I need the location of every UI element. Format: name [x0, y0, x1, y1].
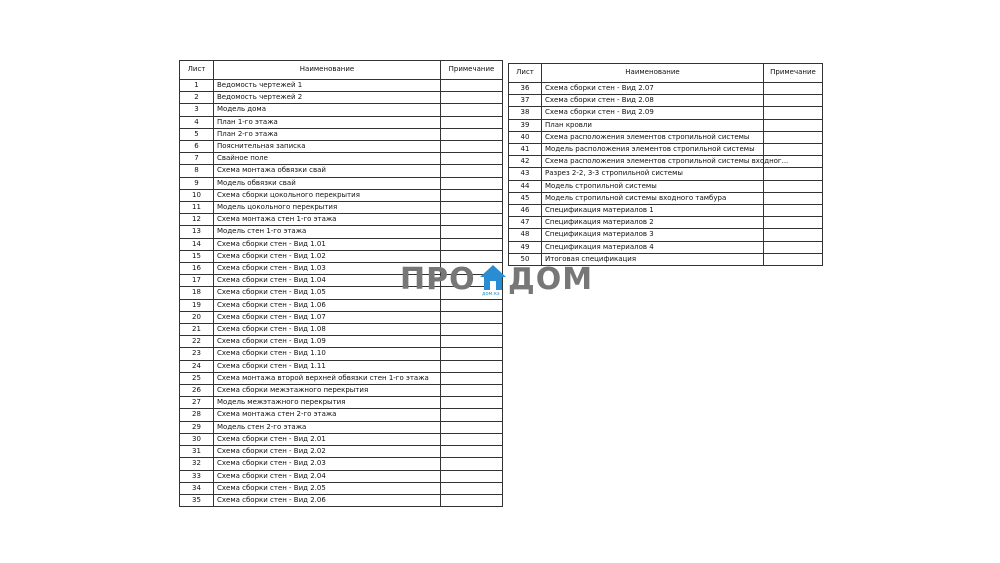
note-cell — [441, 250, 503, 262]
drawing-name-cell: Пояснительная записка — [214, 141, 441, 153]
table-header-row — [180, 61, 503, 80]
drawing-name-cell: Схема сборки стен - Вид 1.02 — [214, 250, 441, 262]
drawing-name-cell: Схема сборки стен - Вид 2.03 — [214, 458, 441, 470]
logo-domain-text: дом.кз — [482, 291, 500, 297]
table-row — [180, 177, 503, 189]
sheet-number-cell: 44 — [509, 180, 542, 192]
sheet-number-cell: 25 — [180, 372, 214, 384]
table-row — [509, 119, 823, 131]
drawing-name-cell: Схема монтажа стен 2-го этажа — [214, 409, 441, 421]
sheet-number-cell: 38 — [509, 107, 542, 119]
sheet-number-cell: 37 — [509, 95, 542, 107]
table-row — [180, 482, 503, 494]
table-row — [180, 421, 503, 433]
drawing-name-cell: Схема расположения элементов стропильной системы входног... — [542, 156, 764, 168]
drawing-name-cell: Спецификация материалов 2 — [542, 217, 764, 229]
sheet-number-cell: 30 — [180, 433, 214, 445]
sheet-number-cell: 3 — [180, 104, 214, 116]
drawing-name-cell: Схема сборки стен - Вид 1.05 — [214, 287, 441, 299]
table-row — [509, 168, 823, 180]
sheet-number-cell: 17 — [180, 275, 214, 287]
sheet-number-cell: 33 — [180, 470, 214, 482]
sheet-number-cell: 22 — [180, 336, 214, 348]
drawing-name-cell: План 2-го этажа — [214, 128, 441, 140]
sheet-number-cell: 19 — [180, 299, 214, 311]
table-row — [180, 324, 503, 336]
sheet-number-cell: 4 — [180, 116, 214, 128]
table-row — [180, 141, 503, 153]
table-row — [509, 144, 823, 156]
sheet-number-cell: 36 — [509, 83, 542, 95]
note-cell — [441, 360, 503, 372]
table-header-row — [509, 64, 823, 83]
table-row — [180, 104, 503, 116]
sheet-number-cell: 46 — [509, 205, 542, 217]
sheet-number-cell: 28 — [180, 409, 214, 421]
note-cell — [441, 92, 503, 104]
drawing-name-cell: Модель стен 2-го этажа — [214, 421, 441, 433]
note-cell — [441, 348, 503, 360]
note-cell — [764, 205, 823, 217]
note-cell — [441, 165, 503, 177]
sheet-number-cell: 13 — [180, 226, 214, 238]
sheet-number-cell: 24 — [180, 360, 214, 372]
table-row — [180, 348, 503, 360]
note-cell — [764, 241, 823, 253]
sheet-number-cell: 6 — [180, 141, 214, 153]
drawing-name-cell: Схема монтажа обвязки свай — [214, 165, 441, 177]
drawing-name-cell: Модель стен 1-го этажа — [214, 226, 441, 238]
drawing-name-cell: Свайное поле — [214, 153, 441, 165]
sheet-number-cell: 9 — [180, 177, 214, 189]
table-row — [180, 446, 503, 458]
drawing-name-cell: Ведомость чертежей 2 — [214, 92, 441, 104]
table-row — [180, 250, 503, 262]
sheet-number-cell: 47 — [509, 217, 542, 229]
table-row — [180, 128, 503, 140]
note-cell — [441, 482, 503, 494]
note-cell — [441, 141, 503, 153]
sheet-number-cell: 39 — [509, 119, 542, 131]
table-row — [509, 180, 823, 192]
table-row — [180, 409, 503, 421]
drawing-name-cell: Схема сборки цокольного перекрытия — [214, 189, 441, 201]
drawing-name-cell: Схема сборки стен - Вид 2.02 — [214, 446, 441, 458]
note-cell — [764, 217, 823, 229]
sheet-number-cell: 41 — [509, 144, 542, 156]
table-row — [509, 192, 823, 204]
table-row — [180, 214, 503, 226]
header-name: Наименование — [542, 64, 764, 83]
header-sheet-number: Лист — [180, 61, 214, 80]
drawing-name-cell: Схема сборки стен - Вид 2.06 — [214, 494, 441, 506]
table-row — [509, 229, 823, 241]
sheet-number-cell: 5 — [180, 128, 214, 140]
note-cell — [441, 311, 503, 323]
drawing-name-cell: Схема сборки стен - Вид 2.08 — [542, 95, 764, 107]
table-row — [509, 107, 823, 119]
note-cell — [764, 119, 823, 131]
sheet-number-cell: 20 — [180, 311, 214, 323]
drawing-name-cell: Схема сборки стен - Вид 1.06 — [214, 299, 441, 311]
drawing-name-cell: Схема сборки межэтажного перекрытия — [214, 385, 441, 397]
drawing-name-cell: Схема монтажа второй верхней обвязки стен 1-го этажа — [214, 372, 441, 384]
drawing-name-cell: Ведомость чертежей 1 — [214, 80, 441, 92]
drawing-name-cell: Схема сборки стен - Вид 1.10 — [214, 348, 441, 360]
note-cell — [441, 421, 503, 433]
note-cell — [441, 494, 503, 506]
note-cell — [441, 226, 503, 238]
sheet-number-cell: 27 — [180, 397, 214, 409]
note-cell — [441, 385, 503, 397]
drawing-name-cell: Схема сборки стен - Вид 2.04 — [214, 470, 441, 482]
note-cell — [441, 470, 503, 482]
sheet-number-cell: 21 — [180, 324, 214, 336]
note-cell — [764, 95, 823, 107]
table-row — [509, 95, 823, 107]
table-row — [180, 372, 503, 384]
sheet-number-cell: 2 — [180, 92, 214, 104]
sheet-number-cell: 35 — [180, 494, 214, 506]
table-row — [180, 336, 503, 348]
table-row — [509, 83, 823, 95]
drawing-name-cell: Схема сборки стен - Вид 2.09 — [542, 107, 764, 119]
table-row — [180, 116, 503, 128]
sheet-number-cell: 10 — [180, 189, 214, 201]
note-cell — [441, 324, 503, 336]
note-cell — [441, 372, 503, 384]
drawing-name-cell: Схема сборки стен - Вид 1.09 — [214, 336, 441, 348]
note-cell — [764, 192, 823, 204]
table-row — [180, 311, 503, 323]
sheet-number-cell: 43 — [509, 168, 542, 180]
header-note: Примечание — [764, 64, 823, 83]
sheet-number-cell: 40 — [509, 131, 542, 143]
drawing-name-cell: Схема сборки стен - Вид 1.03 — [214, 263, 441, 275]
header-note: Примечание — [441, 61, 503, 80]
note-cell — [764, 107, 823, 119]
table-row — [180, 433, 503, 445]
table-row — [180, 165, 503, 177]
note-cell — [764, 83, 823, 95]
note-cell — [441, 128, 503, 140]
drawing-name-cell: Спецификация материалов 4 — [542, 241, 764, 253]
table-row — [509, 131, 823, 143]
drawing-name-cell: План 1-го этажа — [214, 116, 441, 128]
drawing-name-cell: Модель межэтажного перекрытия — [214, 397, 441, 409]
note-cell — [441, 116, 503, 128]
note-cell — [441, 80, 503, 92]
sheet-number-cell: 31 — [180, 446, 214, 458]
sheet-number-cell: 16 — [180, 263, 214, 275]
table-row — [180, 385, 503, 397]
drawing-name-cell: Схема сборки стен - Вид 1.01 — [214, 238, 441, 250]
note-cell — [441, 238, 503, 250]
drawing-name-cell: Схема сборки стен - Вид 2.05 — [214, 482, 441, 494]
sheet-number-cell: 8 — [180, 165, 214, 177]
table-row — [180, 153, 503, 165]
drawing-name-cell: Модель расположения элементов стропильной системы — [542, 144, 764, 156]
prodom-watermark-logo — [398, 262, 603, 300]
table-row — [509, 156, 823, 168]
table-body-right — [509, 83, 823, 266]
note-cell — [764, 144, 823, 156]
sheet-number-cell: 18 — [180, 287, 214, 299]
header-sheet-number: Лист — [509, 64, 542, 83]
note-cell — [441, 202, 503, 214]
note-cell — [441, 299, 503, 311]
table-row — [180, 458, 503, 470]
drawing-name-cell: Итоговая спецификация — [542, 253, 764, 265]
sheet-number-cell: 12 — [180, 214, 214, 226]
table-row — [509, 205, 823, 217]
drawing-name-cell: Модель стропильной системы входного тамбура — [542, 192, 764, 204]
sheet-number-cell: 1 — [180, 80, 214, 92]
logo-word-pro: ПРО — [400, 262, 476, 297]
table-row — [180, 360, 503, 372]
drawing-name-cell: Модель дома — [214, 104, 441, 116]
drawing-name-cell: Схема сборки стен - Вид 1.11 — [214, 360, 441, 372]
drawing-name-cell: Разрез 2-2, 3-3 стропильной системы — [542, 168, 764, 180]
note-cell — [441, 397, 503, 409]
sheet-number-cell: 15 — [180, 250, 214, 262]
note-cell — [764, 180, 823, 192]
table-row — [180, 494, 503, 506]
drawing-name-cell: Спецификация материалов 1 — [542, 205, 764, 217]
table-row — [180, 238, 503, 250]
note-cell — [441, 336, 503, 348]
drawings-list-table-right — [508, 63, 823, 266]
note-cell — [764, 229, 823, 241]
sheet-number-cell: 11 — [180, 202, 214, 214]
table-row — [180, 80, 503, 92]
drawing-name-cell: Схема сборки стен - Вид 2.01 — [214, 433, 441, 445]
sheet-number-cell: 48 — [509, 229, 542, 241]
table-row — [180, 470, 503, 482]
table-row — [509, 241, 823, 253]
sheet-number-cell: 45 — [509, 192, 542, 204]
note-cell — [441, 433, 503, 445]
drawing-name-cell: Схема монтажа стен 1-го этажа — [214, 214, 441, 226]
sheet-number-cell: 26 — [180, 385, 214, 397]
logo-word-dom: ДОМ — [508, 262, 594, 297]
drawing-name-cell: Схема сборки стен - Вид 2.07 — [542, 83, 764, 95]
sheet-number-cell: 23 — [180, 348, 214, 360]
table-row — [180, 397, 503, 409]
table-row — [180, 299, 503, 311]
sheet-number-cell: 50 — [509, 253, 542, 265]
drawing-name-cell: Модель цокольного перекрытия — [214, 202, 441, 214]
drawing-name-cell: План кровли — [542, 119, 764, 131]
sheet-number-cell: 42 — [509, 156, 542, 168]
table-row — [509, 217, 823, 229]
table-row — [180, 202, 503, 214]
sheet-number-cell: 34 — [180, 482, 214, 494]
note-cell — [441, 104, 503, 116]
drawing-name-cell: Схема сборки стен - Вид 1.07 — [214, 311, 441, 323]
drawing-name-cell: Спецификация материалов 3 — [542, 229, 764, 241]
note-cell — [441, 458, 503, 470]
drawing-name-cell: Схема сборки стен - Вид 1.08 — [214, 324, 441, 336]
table-row — [180, 226, 503, 238]
sheet-number-cell: 14 — [180, 238, 214, 250]
drawing-name-cell: Схема сборки стен - Вид 1.04 — [214, 275, 441, 287]
note-cell — [441, 189, 503, 201]
sheet-number-cell: 32 — [180, 458, 214, 470]
note-cell — [441, 446, 503, 458]
note-cell — [764, 253, 823, 265]
note-cell — [764, 168, 823, 180]
note-cell — [441, 409, 503, 421]
sheet-number-cell: 29 — [180, 421, 214, 433]
note-cell — [764, 131, 823, 143]
sheet-number-cell: 7 — [180, 153, 214, 165]
table-row — [180, 189, 503, 201]
note-cell — [441, 214, 503, 226]
note-cell — [441, 153, 503, 165]
drawing-name-cell: Схема расположения элементов стропильной системы — [542, 131, 764, 143]
drawing-name-cell: Модель обвязки свай — [214, 177, 441, 189]
table-row — [180, 92, 503, 104]
drawing-name-cell: Модель стропильной системы — [542, 180, 764, 192]
note-cell — [441, 177, 503, 189]
header-name: Наименование — [214, 61, 441, 80]
sheet-number-cell: 49 — [509, 241, 542, 253]
